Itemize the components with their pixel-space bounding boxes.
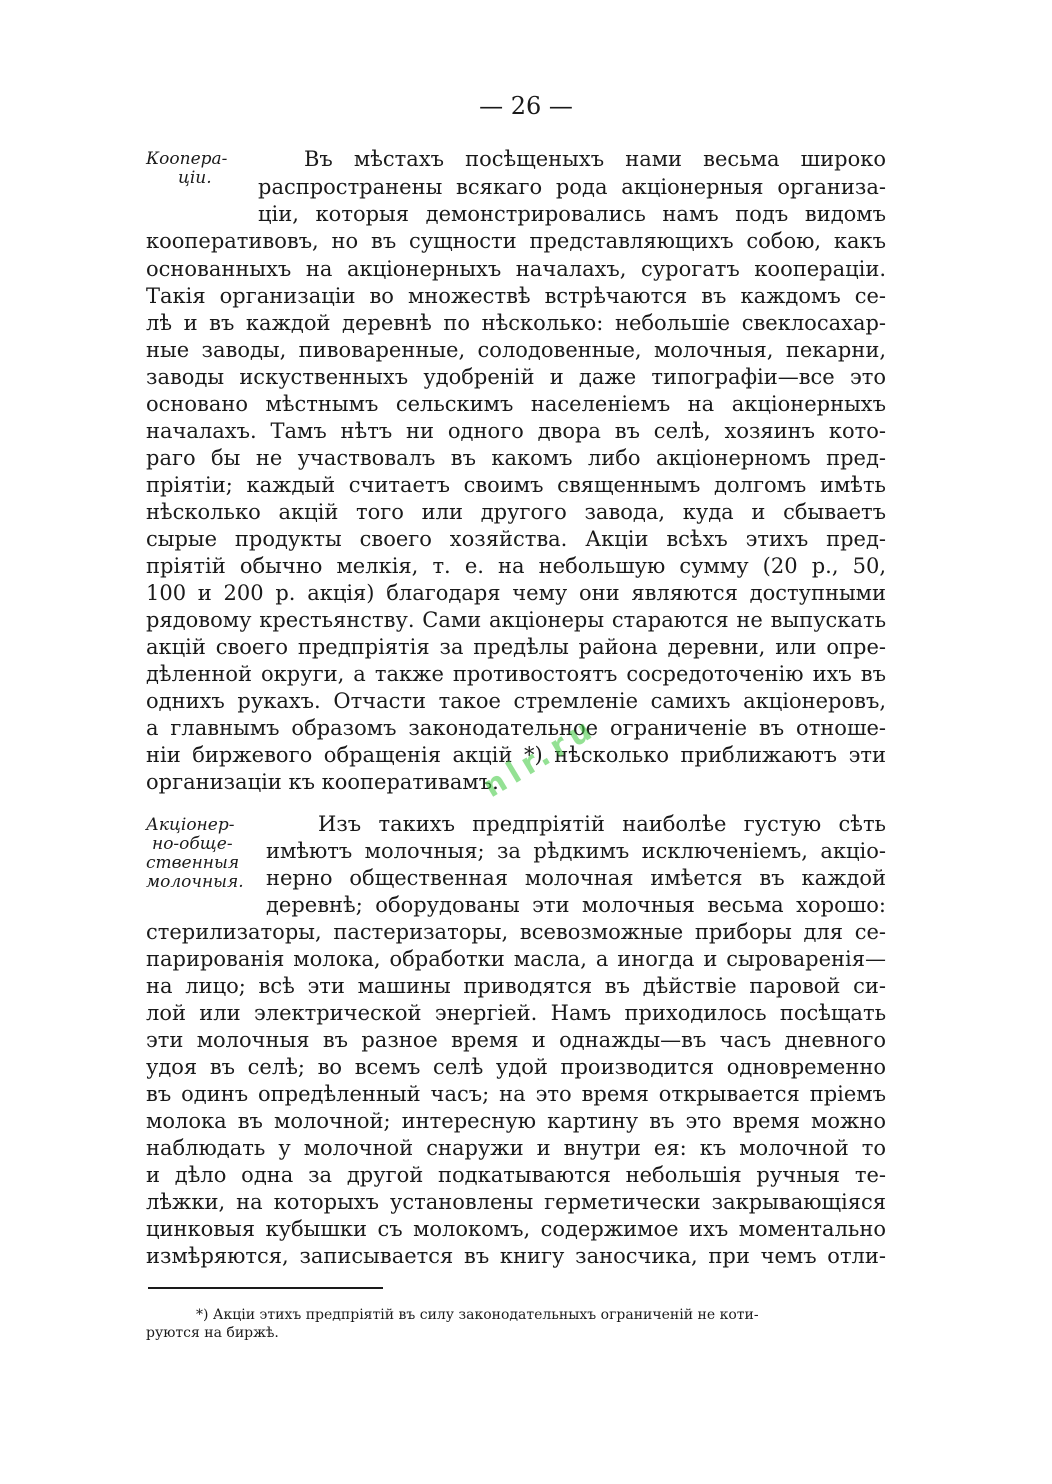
text-line: молока въ молочной; интересную картину въ это время можно xyxy=(146,1109,886,1133)
text-line: ные заводы, пивоваренные, солодовенные, молочныя, пекарни, xyxy=(146,338,886,362)
text-line: заводы искуственныхъ удобреній и даже типографіи—все это xyxy=(146,365,886,389)
text-line: и дѣло одна за другой подкатываются небольшія ручныя те- xyxy=(146,1163,886,1187)
text-line: 100 и 200 р. акція) благодаря чему они являются доступными xyxy=(146,581,886,605)
text-line: на лицо; всѣ эти машины приводятся въ дѣйствіе паровой си- xyxy=(146,974,886,998)
text-line: Въ мѣстахъ посѣщеныхъ нами весьма широко xyxy=(304,147,886,171)
margin-note-line: но-обще- xyxy=(152,834,233,854)
text-line: нерно общественная молочная имѣется въ каждой xyxy=(266,866,886,890)
text-line: цинковыя кубышки съ молокомъ, содержимое ихъ моментально xyxy=(146,1217,886,1241)
text-line: лѣжки, на которыхъ установлены герметически закрывающіяся xyxy=(146,1190,886,1214)
text-line: раго бы не участвовалъ въ какомъ либо акціонерномъ пред- xyxy=(146,446,886,470)
page-number: — 26 — xyxy=(479,92,573,120)
text-line: нѣсколько акцій того или другого завода, куда и сбываетъ xyxy=(146,500,886,524)
text-line: лой или электрической энергіей. Намъ приходилось посѣщать xyxy=(146,1001,886,1025)
margin-note-line: Коопера- xyxy=(146,149,228,169)
text-line: пріятій обычно мелкія, т. е. на небольшую сумму (20 р., 50, xyxy=(146,554,886,578)
text-line: а главнымъ образомъ законодательное ограниченіе въ отноше- xyxy=(146,716,886,740)
text-line: основано мѣстнымъ сельскимъ населеніемъ на акціонерныхъ xyxy=(146,392,886,416)
text-line: лѣ и въ каждой деревнѣ по нѣсколько: небольшіе свеклосахар- xyxy=(146,311,886,335)
margin-note-line: Акціонер- xyxy=(146,815,235,835)
text-line: акцій своего предпріятія за предѣлы района деревни, или опре- xyxy=(146,635,886,659)
footnote-line: *) Акціи этихъ предпріятій въ силу законодательныхъ ограниченій не коти- xyxy=(196,1307,759,1323)
margin-note-line: молочныя. xyxy=(146,872,244,892)
text-line: наблюдать у молочной снаружи и внутри ея: къ молочной то xyxy=(146,1136,886,1160)
text-line: началахъ. Тамъ нѣтъ ни одного двора въ селѣ, хозяинъ кото- xyxy=(146,419,886,443)
text-line: дѣленной округи, а также противостоятъ сосредоточенію ихъ въ xyxy=(146,662,886,686)
margin-note-line: ственныя xyxy=(146,853,240,873)
text-line: парированія молока, обработки масла, а иногда и сыроваренія— xyxy=(146,947,886,971)
text-line: ціи, которыя демонстрировались намъ подъ видомъ xyxy=(258,202,886,226)
margin-note-dairies xyxy=(146,816,256,892)
text-line: Такія организаціи во множествѣ встрѣчаются въ каждомъ се- xyxy=(146,284,886,308)
text-line: сырые продукты своего хозяйства. Акціи всѣхъ этихъ пред- xyxy=(146,527,886,551)
text-line: стерилизаторы, пастеризаторы, всевозможные приборы для се- xyxy=(146,920,886,944)
text-line: эти молочныя въ разное время и однажды—въ часъ дневного xyxy=(146,1028,886,1052)
text-line: удоя въ селѣ; во всемъ селѣ удой производится одновременно xyxy=(146,1055,886,1079)
text-line: распространены всякаго рода акціонерныя организа- xyxy=(258,175,886,199)
text-line: имѣютъ молочныя; за рѣдкимъ исключеніемъ, акціо- xyxy=(266,839,886,863)
margin-note-line: ціи. xyxy=(178,168,212,188)
text-line: Изъ такихъ предпріятій наиболѣе густую сѣть xyxy=(318,812,886,836)
margin-note-cooperation xyxy=(146,150,256,188)
text-line: однихъ рукахъ. Отчасти такое стремленіе самихъ акціонеровъ, xyxy=(146,689,886,713)
watermark: nlr.ru xyxy=(477,710,603,805)
footnote-divider xyxy=(148,1287,383,1289)
footnote-line: руются на биржѣ. xyxy=(146,1325,279,1341)
text-line: въ одинъ опредѣленный часъ; на это время открывается пріемъ xyxy=(146,1082,886,1106)
text-line: основанныхъ на акціонерныхъ началахъ, сурогатъ коопераціи. xyxy=(146,257,886,281)
text-line: организаціи къ кооперативамъ. xyxy=(146,770,499,794)
text-line: рядовому крестьянству. Сами акціонеры стараются не выпускать xyxy=(146,608,886,632)
text-line: пріятіи; каждый считаетъ своимъ священнымъ долгомъ имѣть xyxy=(146,473,886,497)
text-line: ніи биржевого обращенія акцій *) нѣсколько приближаютъ эти xyxy=(146,743,886,767)
text-line: измѣряются, записывается въ книгу заносчика, при чемъ отли- xyxy=(146,1244,886,1268)
text-line: деревнѣ; оборудованы эти молочныя весьма хорошо: xyxy=(266,893,886,917)
text-line: кооперативовъ, но въ сущности представляющихъ собою, какъ xyxy=(146,229,886,253)
